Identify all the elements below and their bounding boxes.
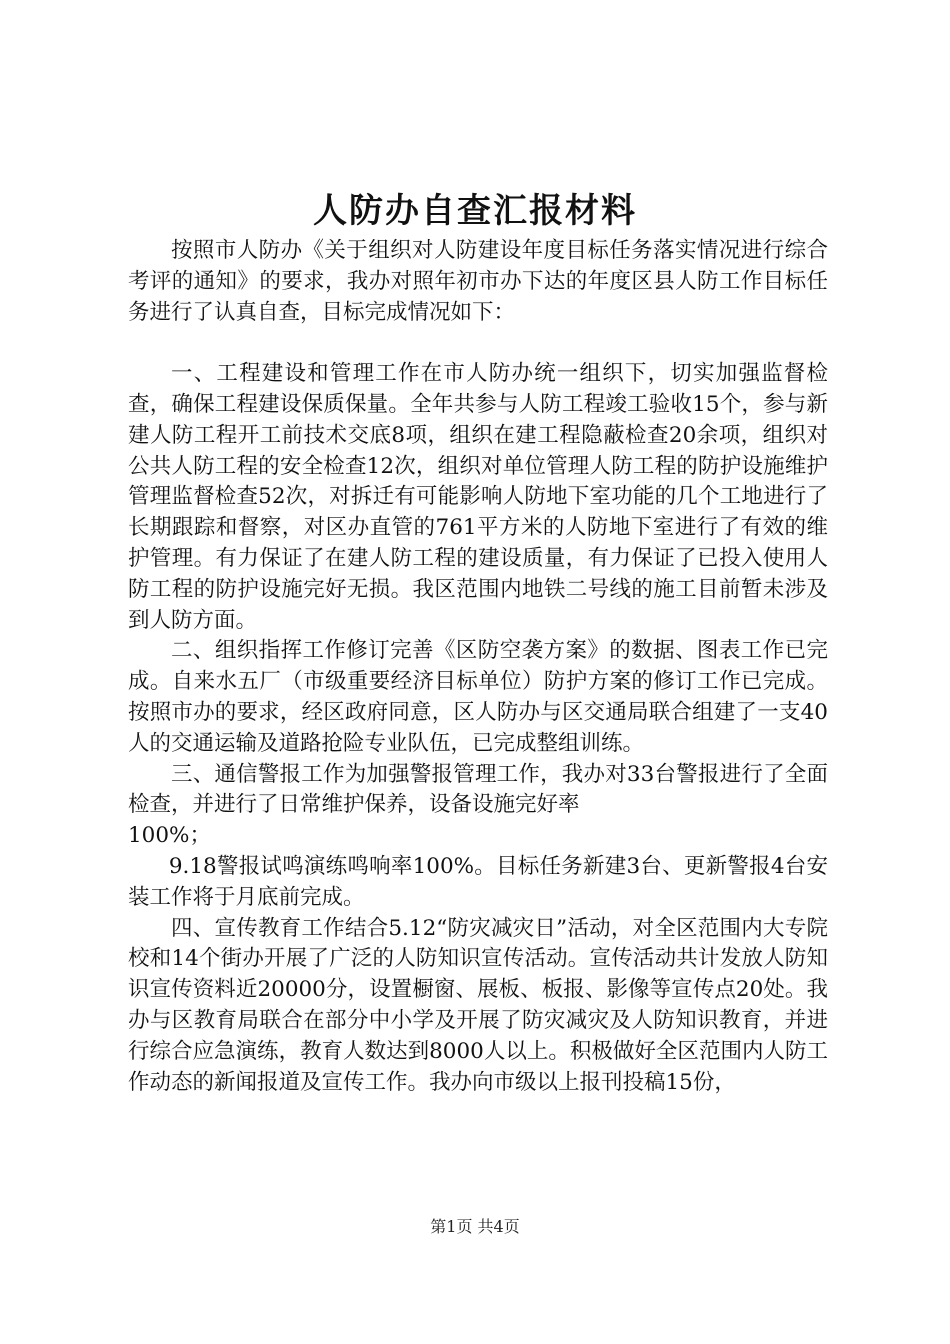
document-body — [128, 236, 828, 1098]
paragraph-publicity: 四、宣传教育工作结合5.12“防灾减灾日”活动，对全区范围内大专院校和14个街办开展了广泛的人防知识宣传活动。宣传活动共计发放人防知识宣传资料近20000分，设置橱窗、展板、板报、影像等宣传点20处。我办与区教育局联合在部分中小学及开展了防灾减灾及人防知识教育，并进行综合应急演练，教育人数达到8000人以上。积极做好全区范围内人防工作动态的新闻报道及宣传工作。我办向市级以上报刊投稿15份， — [128, 915, 828, 1095]
page-footer: 第1页 共4页 — [430, 1217, 520, 1236]
document-title: 人防办自查汇报材料 — [313, 191, 637, 231]
paragraph-alarm: 三、通信警报工作为加强警报管理工作，我办对33台警报进行了全面检查，并进行了日常维护保养，设备设施完好率 — [128, 761, 828, 818]
paragraph-alarm-rate: 100%； — [128, 823, 211, 849]
paragraph-alarm-test: 9.18警报试鸣演练鸣响率100%。目标任务新建3台、更新警报4台安装工作将于月底前完成。 — [128, 853, 828, 910]
paragraph-intro: 按照市人防办《关于组织对人防建设年度目标任务落实情况进行综合考评的通知》的要求，我办对照年初市办下达的年度区县人防工作目标任务进行了认真自查，目标完成情况如下： — [128, 238, 828, 325]
paragraph-command: 二、组织指挥工作修订完善《区防空袭方案》的数据、图表工作已完成。自来水五厂（市级重要经济目标单位）防护方案的修订工作已完成。按照市办的要求，经区政府同意，区人防办与区交通局联合组建了一支40人的交通运输及道路抢险专业队伍，已完成整组训练。 — [128, 638, 828, 756]
paragraph-engineering: 一、工程建设和管理工作在市人防办统一组织下，切实加强监督检查，确保工程建设保质保量。全年共参与人防工程竣工验收15个，参与新建人防工程开工前技术交底8项，组织在建工程隐蔽检查20余项，组织对公共人防工程的安全检查12次，组织对单位管理人防工程的防护设施维护管理监督检查52次，对拆迁有可能影响人防地下室功能的几个工地进行了长期跟踪和督察，对区办直管的761平方米的人防地下室进行了有效的维护管理。有力保证了在建人防工程的建设质量，有力保证了已投入使用人防工程的防护设施完好无损。我区范围内地铁二号线的施工目前暂未涉及到人防方面。 — [128, 361, 828, 633]
